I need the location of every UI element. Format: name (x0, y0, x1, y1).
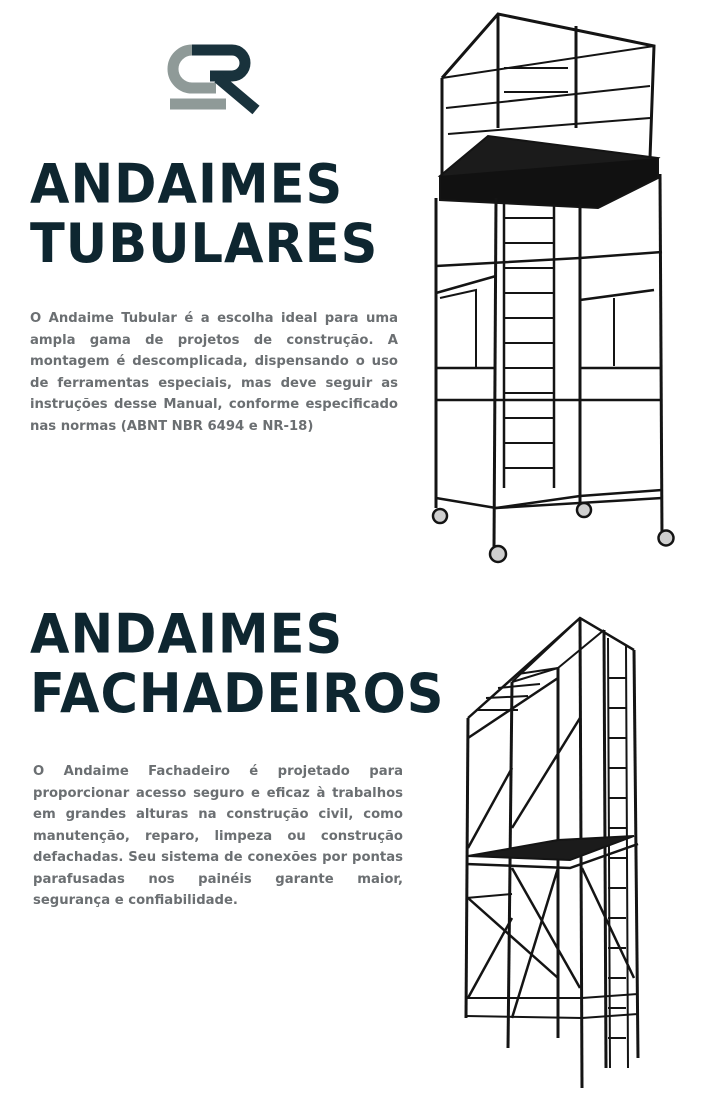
section-body-fachadeiros: O Andaime Fachadeiro é projetado para proporcionar acesso seguro e eficaz à trabalhos em grandes alturas na construção civil, como manutenção, reparo, limpeza ou construção defachadas. Seu sistema de conexões por pontas parafusadas nos painéis garante maior, segurança e confiabilidade. (33, 764, 403, 908)
tubular-scaffold-image (428, 8, 688, 568)
facade-scaffold-image (458, 598, 658, 1092)
section-body-tubulares: O Andaime Tubular é a escolha ideal para uma ampla gama de projetos de construção. A montagem é descomplicada, dispensando o uso de ferramentas especiais, mas deve seguir as instruções desse Manual, conforme especificado nas normas (ABNT NBR 6494 e NR-18) (30, 311, 398, 434)
title-line: TUBULARES (30, 213, 379, 276)
title-line: ANDAIMES (30, 153, 344, 217)
cr-logo-icon (156, 38, 264, 116)
company-logo (156, 38, 264, 116)
title-line: FACHADEIROS (30, 663, 445, 726)
section-title-fachadeiros (30, 603, 445, 726)
title-line: ANDAIMES (30, 603, 344, 667)
section-title-tubulares (30, 153, 379, 276)
